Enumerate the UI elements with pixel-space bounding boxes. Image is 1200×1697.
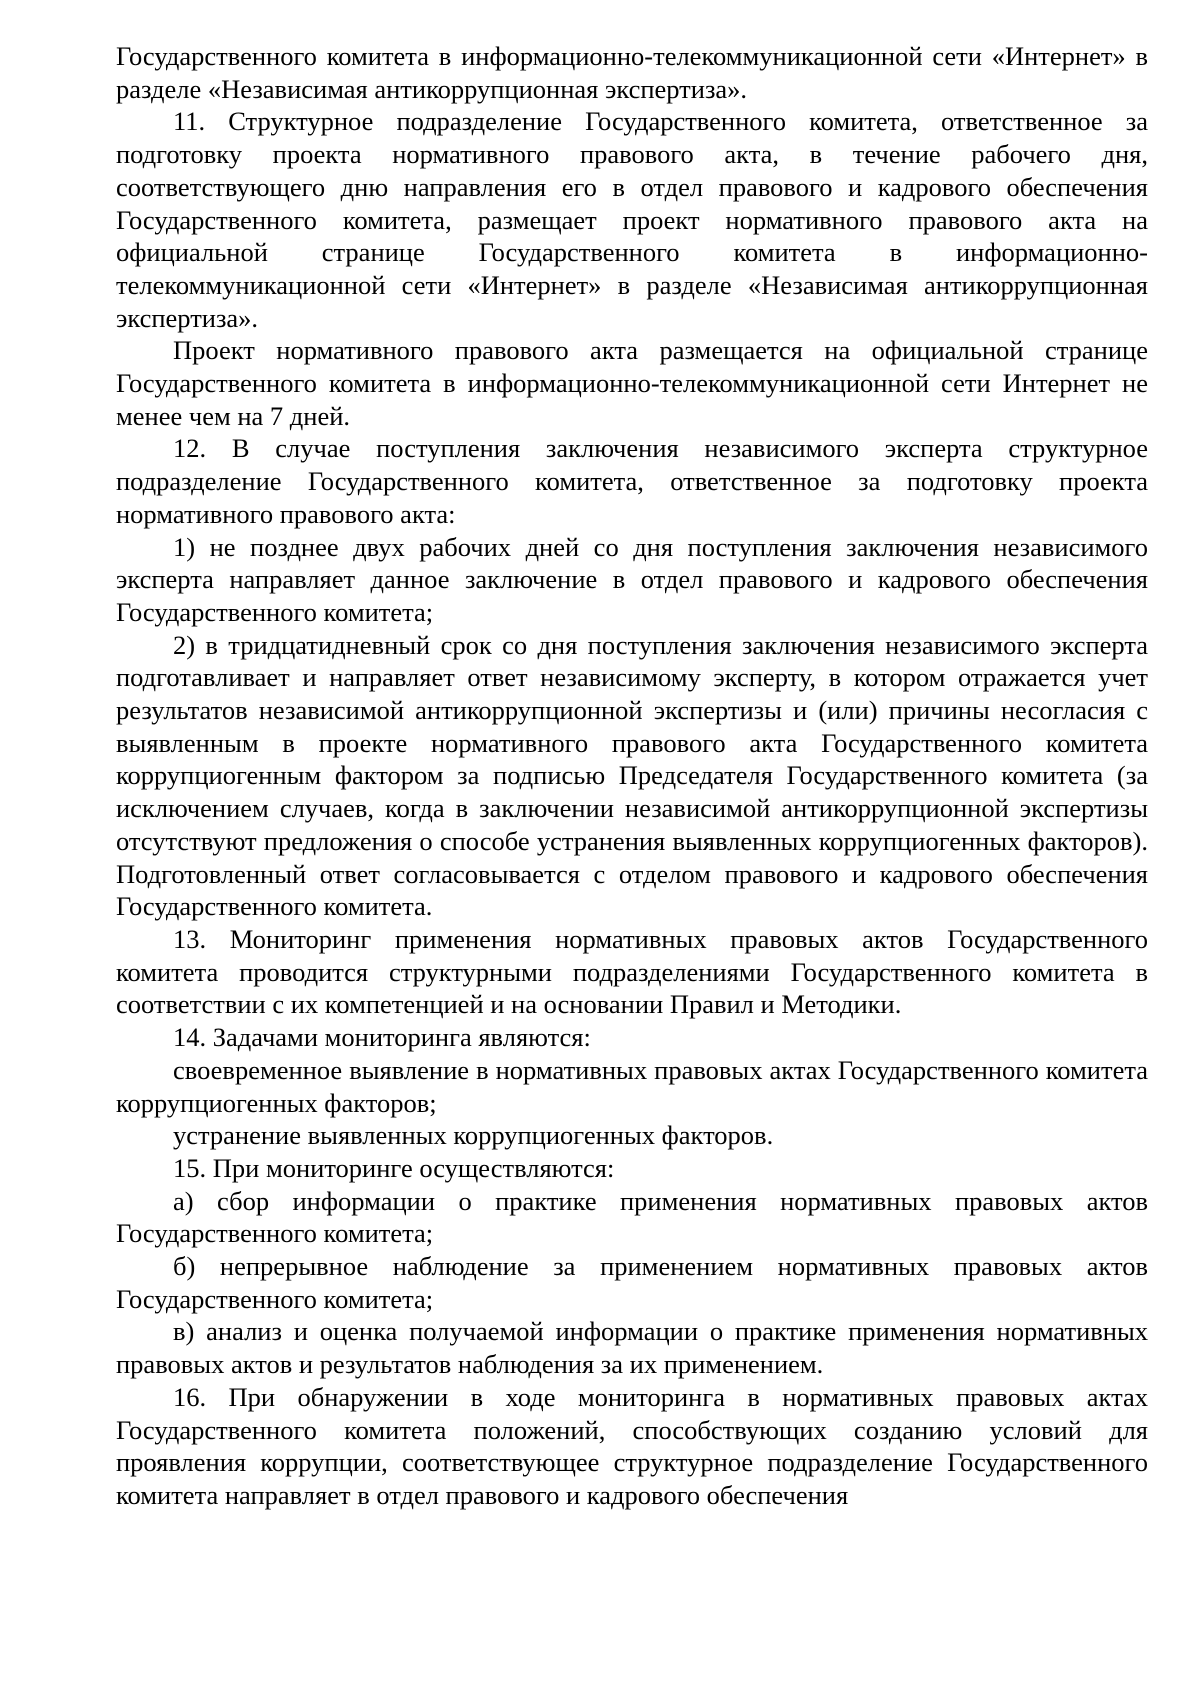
paragraph-11-placement: Проект нормативного правового акта размещается на официальной странице Государственного комитета в информационно-телекоммуникационной сети Интернет не менее чем на 7 дней. — [116, 335, 1148, 431]
paragraph-14: 14. Задачами мониторинга являются: — [173, 1022, 591, 1053]
paragraph-15: 15. При мониторинге осуществляются: — [173, 1152, 615, 1183]
paragraph-16: 16. При обнаружении в ходе мониторинга в нормативных правовых актах Государственного комитета положений, способствующих созданию условий для проявления коррупции, соответствующее структурное подразделение Государственного комитета направляет в отдел правового и кадрового обеспечения — [116, 1381, 1148, 1510]
paragraph-12-item-2: 2) в тридцатидневный срок со дня поступления заключения независимого эксперта подготавливает и направляет ответ независимому эксперту, в котором отражается учет результатов независимой антикоррупционной экспертизы и (или) причины несогласия с выявленным в проекте нормативного правового акта Государственного комитета коррупциогенным фактором за подписью Председателя Государственного комитета (за исключением случаев, когда в заключении независимой антикоррупционной экспертизы отсутствуют предложения о способе устранения выявленных коррупциогенных факторов). Подготовленный ответ согласовывается с отделом правового и кадрового обеспечения Государственного комитета. — [116, 629, 1148, 922]
paragraph-15-item-b: б) непрерывное наблюдение за применением нормативных правовых актов Государственного комитета; — [116, 1251, 1148, 1314]
document-page — [116, 40, 1148, 1512]
paragraph-13: 13. Мониторинг применения нормативных правовых актов Государственного комитета проводится структурными подразделениями Государственного комитета в соответствии с их компетенцией и на основании Правил и Методики. — [116, 923, 1148, 1020]
paragraph-12: 12. В случае поступления заключения независимого эксперта структурное подразделение Государственного комитета, ответственное за подготовку проекта нормативного правового акта: — [116, 433, 1148, 529]
paragraph-14-task-1: своевременное выявление в нормативных правовых актах Государственного комитета коррупциогенных факторов; — [116, 1054, 1148, 1118]
paragraph-11: 11. Структурное подразделение Государственного комитета, ответственное за подготовку проекта нормативного правового акта, в течение рабочего дня, соответствующего дню направления его в отдел правового и кадрового обеспечения Государственного комитета, размещает проект нормативного правового акта на официальной странице Государственного комитета в информационно-телекоммуникационной сети «Интернет» в разделе «Независимая антикоррупционная экспертиза». — [116, 106, 1148, 333]
paragraph-continuation: Государственного комитета в информационно-телекоммуникационной сети «Интернет» в разделе «Независимая антикоррупционная экспертиза». — [116, 41, 1148, 104]
paragraph-15-item-a: а) сбор информации о практике применения нормативных правовых актов Государственного комитета; — [116, 1185, 1148, 1249]
paragraph-15-item-v: в) анализ и оценка получаемой информации о практике применения нормативных правовых актов и результатов наблюдения за их применением. — [116, 1316, 1148, 1380]
paragraph-14-task-2: устранение выявленных коррупциогенных факторов. — [173, 1120, 774, 1151]
paragraph-12-item-1: 1) не позднее двух рабочих дней со дня поступления заключения независимого эксперта направляет данное заключение в отдел правового и кадрового обеспечения Государственного комитета; — [116, 531, 1148, 627]
